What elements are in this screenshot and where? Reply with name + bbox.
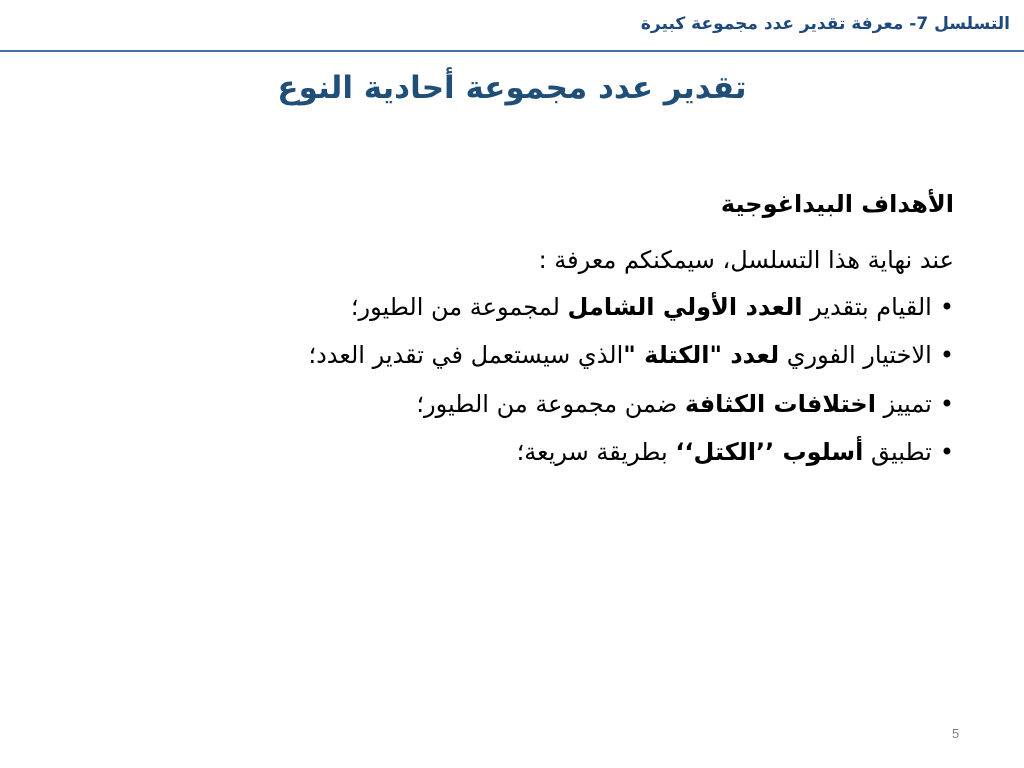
- objectives-list: [114, 288, 954, 472]
- list-item: [114, 433, 954, 471]
- list-item: [114, 385, 954, 423]
- list-item: [114, 336, 954, 374]
- page-number: 5: [952, 726, 960, 741]
- bullet-text: الاختيار الفوري: [779, 341, 932, 370]
- bullet-emphasis: اختلافات الكثافة: [684, 389, 876, 418]
- slide-title: تقدير عدد مجموعة أحادية النوع: [277, 70, 747, 106]
- bullet-icon: •: [939, 389, 954, 418]
- bullet-text: الذي سيستعمل في تقدير العدد؛: [308, 341, 624, 370]
- bullet-emphasis: أسلوب ’’الكتل‘‘: [675, 437, 864, 466]
- bullet-text: ضمن مجموعة من الطيور؛: [416, 389, 685, 418]
- bullet-emphasis: العدد الأولي الشامل: [567, 292, 803, 321]
- list-item: [114, 288, 954, 326]
- series-title: التسلسل 7- معرفة تقدير عدد مجموعة كبيرة: [640, 14, 1010, 34]
- bullet-icon: •: [939, 437, 954, 466]
- bullet-icon: •: [939, 341, 954, 370]
- bullet-text: تطبيق: [863, 437, 932, 466]
- bullet-icon: •: [939, 292, 954, 321]
- bullet-text: تمييز: [875, 389, 932, 418]
- header-divider: [0, 50, 1024, 52]
- bullet-text: بطريقة سريعة؛: [516, 437, 676, 466]
- bullet-text: لمجموعة من الطيور؛: [350, 292, 568, 321]
- intro-text: عند نهاية هذا التسلسل، سيمكنكم معرفة :: [538, 246, 954, 275]
- objectives-heading: الأهداف البيداغوجية: [720, 190, 954, 218]
- bullet-text: القيام بتقدير: [802, 292, 932, 321]
- slide-content: [114, 185, 954, 481]
- bullet-emphasis: لعدد "الكتلة ": [623, 341, 780, 370]
